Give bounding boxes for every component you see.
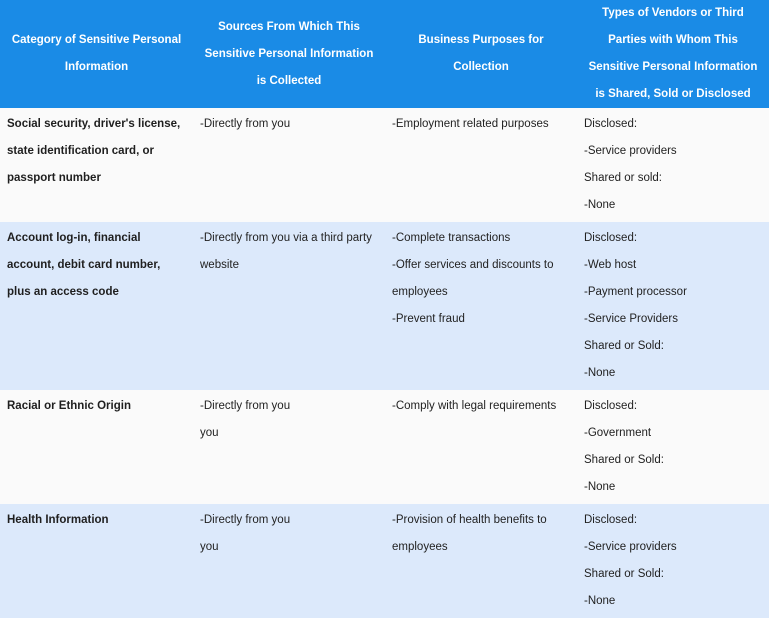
purpose-item: -Provision of health benefits to employees [392, 514, 547, 553]
vendor-item: -Service providers [584, 145, 677, 157]
vendor-item: Disclosed: [584, 400, 638, 412]
vendor-item: -Service providers [584, 541, 677, 553]
sources-cell [193, 108, 385, 222]
source-item: -Directly from you [200, 400, 291, 412]
purpose-item: -Complete transactions [392, 232, 511, 244]
sources-cell [193, 222, 385, 390]
sources-cell [193, 504, 385, 618]
table-row [0, 222, 769, 390]
table-header [0, 0, 769, 108]
category-cell: Social security, driver's license, state identification card, or passport number [0, 108, 193, 222]
purposes-cell [385, 222, 577, 390]
purposes-cell [385, 108, 577, 222]
table-row [0, 108, 769, 222]
vendor-item: Disclosed: [584, 514, 638, 526]
source-item: you [200, 541, 219, 553]
category-cell: Health Information [0, 504, 193, 618]
vendor-item: Disclosed: [584, 232, 638, 244]
vendors-cell [577, 108, 769, 222]
vendor-item: Disclosed: [584, 118, 638, 130]
vendor-item: Shared or Sold: [584, 568, 664, 580]
vendors-cell [577, 222, 769, 390]
vendor-item: -None [584, 367, 616, 379]
header-vendors: Types of Vendors or Third Parties with Whom This Sensitive Personal Information is Shared, Sold or Disclosed [577, 0, 769, 108]
category-cell: Account log-in, financial account, debit card number, plus an access code [0, 222, 193, 390]
category-cell: Racial or Ethnic Origin [0, 390, 193, 504]
sources-cell [193, 390, 385, 504]
source-item: you [200, 427, 219, 439]
source-item: -Directly from you [200, 514, 291, 526]
table-body [0, 108, 769, 618]
purpose-item: -Prevent fraud [392, 313, 465, 325]
table-row [0, 504, 769, 618]
vendor-item: Shared or Sold: [584, 454, 664, 466]
purposes-cell [385, 504, 577, 618]
vendor-item: -Payment processor [584, 286, 687, 298]
source-item: -Directly from you via a third party website [200, 232, 372, 271]
purpose-item: -Offer services and discounts to employees [392, 259, 554, 298]
purpose-item: -Employment related purposes [392, 118, 549, 130]
header-category: Category of Sensitive Personal Information [0, 0, 193, 108]
table-row [0, 390, 769, 504]
vendors-cell [577, 390, 769, 504]
vendor-item: Shared or Sold: [584, 340, 664, 352]
vendor-item: -Service Providers [584, 313, 678, 325]
purposes-cell [385, 390, 577, 504]
header-purposes: Business Purposes for Collection [385, 0, 577, 108]
vendor-item: -None [584, 595, 616, 607]
vendor-item: Shared or sold: [584, 172, 662, 184]
header-sources: Sources From Which This Sensitive Personal Information is Collected [193, 0, 385, 108]
vendors-cell [577, 504, 769, 618]
vendor-item: -Web host [584, 259, 637, 271]
vendor-item: -Government [584, 427, 652, 439]
vendor-item: -None [584, 199, 616, 211]
source-item: -Directly from you [200, 118, 291, 130]
vendor-item: -None [584, 481, 616, 493]
purpose-item: -Comply with legal requirements [392, 400, 557, 412]
header-row [0, 0, 769, 108]
